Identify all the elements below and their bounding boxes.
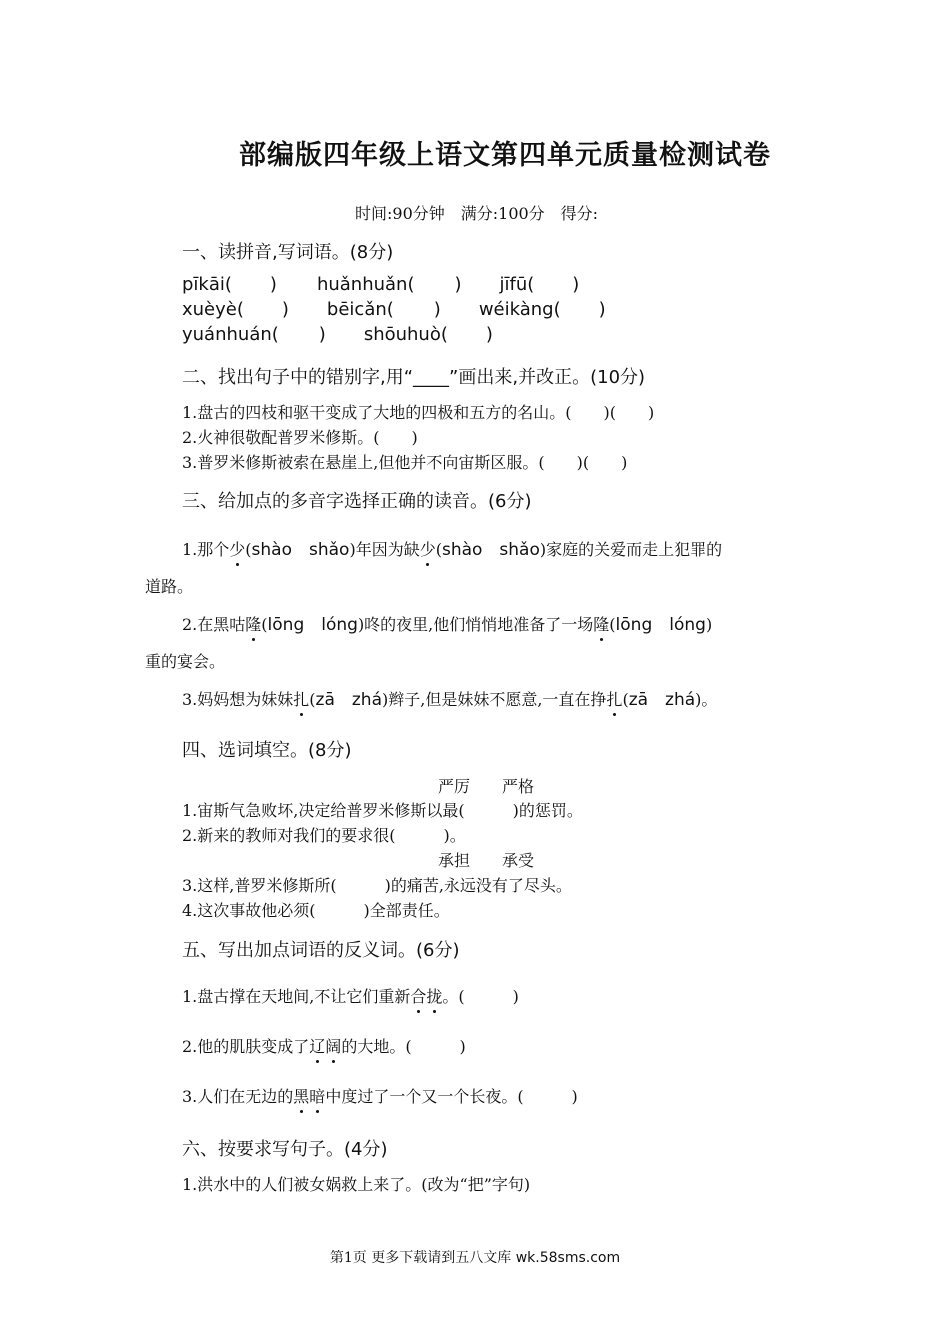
s5-question-3: 3.人们在无边的黑暗中度过了一个又一个长夜。( )	[182, 1084, 578, 1107]
s5-question-2: 2.他的肌肤变成了辽阔的大地。( )	[182, 1034, 466, 1057]
s3-question-3: 3.妈妈想为妹妹扎(zā zhá)辫子,但是妹妹不愿意,一直在挣扎(zā zhá)。	[182, 685, 717, 710]
s4-question-3: 3.这样,普罗米修斯所( )的痛苦,永远没有了尽头。	[182, 876, 572, 895]
s3-question-1-cont: 道路。	[145, 577, 194, 596]
footer-site-link[interactable]: wk.58sms.com	[515, 1250, 621, 1266]
s3-question-1: 1.那个少(shào shǎo)年因为缺少(shào shǎo)家庭的关爱而走上犯罪的	[182, 535, 722, 560]
section-1-heading: 一、读拼音,写词语。(8分)	[182, 242, 394, 263]
section-6-heading: 六、按要求写句子。(4分)	[182, 1139, 388, 1160]
s3-question-2-cont: 重的宴会。	[145, 652, 226, 671]
page-footer: 第1页 更多下载请到五八文库 wk.58sms.com	[329, 1250, 621, 1266]
s2-question-3: 3.普罗米修斯被索在悬崖上,但他并不向宙斯区服。( )( )	[182, 453, 628, 472]
s4-question-2: 2.新来的教师对我们的要求很( )。	[182, 826, 466, 845]
section-3-heading: 三、给加点的多音字选择正确的读音。(6分)	[182, 491, 532, 512]
page-title: 部编版四年级上语文第四单元质量检测试卷	[239, 140, 771, 171]
word-choices-2: 承担 承受	[438, 851, 535, 870]
exam-meta: 时间:90分钟 满分:100分 得分:	[355, 204, 599, 223]
s2-question-1: 1.盘古的四枝和驱干变成了大地的四极和五方的名山。( )( )	[182, 403, 655, 422]
s6-question-1: 1.洪水中的人们被女娲救上来了。(改为“把”字句)	[182, 1175, 531, 1194]
s2-question-2: 2.火神很敬配普罗米修斯。( )	[182, 428, 418, 447]
pinyin-row-1: pīkāi( ) huǎnhuǎn( ) jīfū( )	[182, 274, 580, 295]
s4-question-4: 4.这次事故他必须( )全部责任。	[182, 901, 450, 920]
word-choices-1: 严厉 严格	[438, 777, 535, 796]
s4-question-1: 1.宙斯气急败坏,决定给普罗米修斯以最( )的惩罚。	[182, 801, 583, 820]
s5-question-1: 1.盘古撑在天地间,不让它们重新合拢。( )	[182, 984, 519, 1007]
s3-question-2: 2.在黑咕隆(lōng lóng)咚的夜里,他们悄悄地准备了一场隆(lōng lóng)	[182, 610, 712, 635]
pinyin-row-3: yuánhuán( ) shōuhuò( )	[182, 324, 493, 345]
section-5-heading: 五、写出加点词语的反义词。(6分)	[182, 940, 460, 961]
section-4-heading: 四、选词填空。(8分)	[182, 740, 352, 761]
section-2-heading: 二、找出句子中的错别字,用“____”画出来,并改正。(10分)	[182, 367, 646, 388]
pinyin-row-2: xuèyè( ) bēicǎn( ) wéikàng( )	[182, 299, 606, 320]
